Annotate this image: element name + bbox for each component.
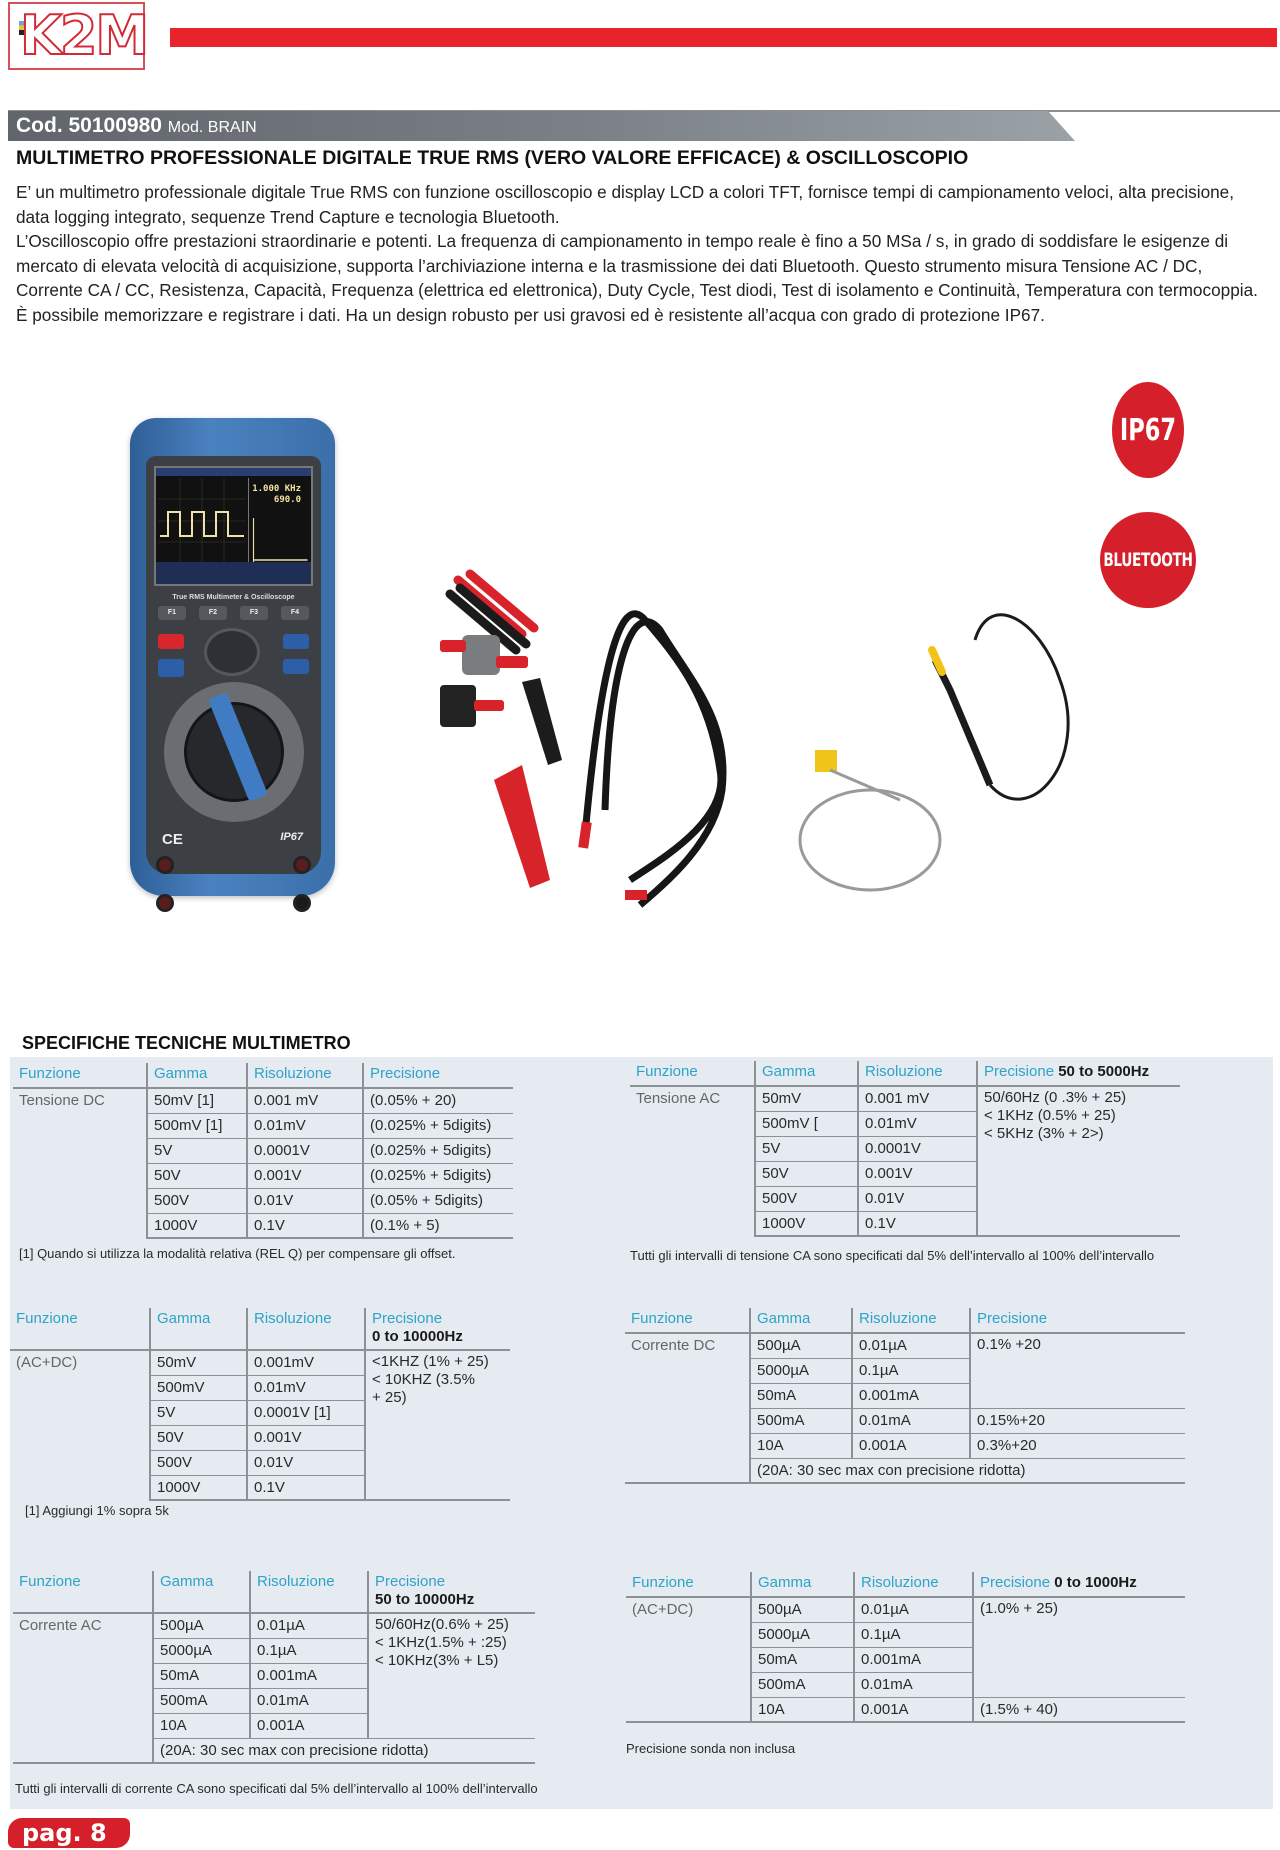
footnote-ac-current: Tutti gli intervalli di corrente CA sono specificati dal 5% dell’intervallo al 100% dell’intervallo	[15, 1781, 538, 1796]
description-paragraph-1: E’ un multimetro professionale digitale True RMS con funzione oscilloscopio e display LCD a colori TFT, fornisce tempi di campionamento veloci, alta precisione, data logging integrato, sequenze Trend Capture e tecnologia Bluetooth.	[16, 182, 1235, 227]
range-cell: 5V	[755, 1136, 858, 1161]
footnote-ac-voltage: Tutti gli intervalli di tensione CA sono specificati dal 5% dell’intervallo al 100% dell’intervallo	[630, 1248, 1155, 1263]
bluetooth-badge-label: BLUETOOTH	[1103, 549, 1193, 571]
spec-table-dc-voltage	[13, 1063, 513, 1239]
range-cell: 500µA	[751, 1597, 854, 1622]
col-risoluzione: Risoluzione	[858, 1061, 977, 1086]
range-cell: 500V	[147, 1188, 247, 1213]
product-title: MULTIMETRO PROFESSIONALE DIGITALE TRUE RMS (VERO VALORE EFFICACE) & OSCILLOSCOPIO	[16, 147, 969, 169]
resolution-cell: 0.01µA	[250, 1613, 368, 1638]
resolution-cell: 0.001mA	[250, 1663, 368, 1688]
readout-value: 690.0	[273, 495, 301, 505]
precision-cell: (1.5% + 40)	[973, 1697, 1185, 1722]
resolution-cell: 0.001mA	[852, 1383, 970, 1408]
table-row	[13, 1613, 535, 1638]
resolution-cell: 0.0001V [1]	[247, 1400, 365, 1425]
precision-label: Precisione	[980, 1574, 1051, 1591]
hold-key	[158, 634, 184, 649]
resolution-cell: 0.001A	[854, 1697, 973, 1722]
resolution-cell: 0.001 mV	[247, 1088, 363, 1113]
col-risoluzione: Risoluzione	[250, 1571, 368, 1613]
table-header-row	[630, 1061, 1180, 1086]
range-cell: 500mA	[751, 1672, 854, 1697]
range-cell: 10A	[153, 1713, 250, 1738]
range-cell: 50mA	[153, 1663, 250, 1688]
resolution-cell: 0.001mA	[854, 1647, 973, 1672]
max-min-key	[158, 659, 184, 677]
bluetooth-badge	[1100, 512, 1196, 608]
resolution-cell: 0.01mV	[247, 1113, 363, 1138]
table-header-row	[13, 1063, 513, 1088]
precision-cell: 0.15%+20	[970, 1408, 1185, 1433]
function-cell: Tensione AC	[636, 1090, 721, 1107]
readout-frequency: 1.000 KHz	[252, 484, 301, 494]
resolution-cell: 0.1V	[247, 1213, 363, 1238]
table-header-row	[10, 1308, 510, 1350]
page-number-tag: pag. 8	[8, 1818, 130, 1848]
header-red-bar	[170, 28, 1277, 47]
precision-frequency-range: 50 to 5000Hz	[1058, 1063, 1150, 1080]
logo-text: K2M	[20, 4, 148, 67]
range-cell: 500mA	[153, 1688, 250, 1713]
col-precisione: Precisione	[970, 1308, 1185, 1333]
function-cell: Corrente DC	[625, 1333, 750, 1483]
f3-key: F3	[240, 606, 268, 620]
resolution-cell: 0.01V	[858, 1186, 977, 1211]
range-cell: 50mA	[750, 1383, 852, 1408]
col-gamma: Gamma	[755, 1061, 858, 1086]
meter-face	[146, 456, 321, 874]
resolution-cell: 0.01V	[247, 1450, 365, 1475]
specs-heading: SPECIFICHE TECNICHE MULTIMETRO	[22, 1033, 351, 1053]
precision-line: < 1KHz (0.5% + 25)	[984, 1107, 1116, 1124]
product-description	[16, 180, 1261, 327]
range-cell: 500mV [1]	[147, 1113, 247, 1138]
thermocouple-icon	[815, 750, 837, 772]
square-wave-icon	[158, 478, 246, 564]
range-cell: 5000µA	[751, 1622, 854, 1647]
table-header-row	[626, 1572, 1185, 1597]
adapter-icon	[462, 635, 500, 675]
range-cell: 5000µA	[750, 1358, 852, 1383]
precision-cell: (0.025% + 5digits)	[363, 1113, 513, 1138]
spec-table-acdc-voltage	[10, 1308, 510, 1501]
product-code	[16, 113, 257, 141]
table-row	[625, 1333, 1185, 1358]
resolution-cell: 0.01µA	[852, 1333, 970, 1358]
col-funzione: Funzione	[630, 1061, 755, 1086]
code-label: Cod. 50100980	[16, 114, 162, 137]
jack-ma	[156, 894, 174, 912]
scope-probe-icon	[935, 660, 990, 785]
range-cell: 500µA	[750, 1333, 852, 1358]
precision-cell: (1.0% + 25)	[973, 1597, 1185, 1697]
range-cell: 500mA	[750, 1408, 852, 1433]
spec-table-acdc-current	[626, 1572, 1185, 1723]
red-clip-icon	[494, 765, 550, 888]
k2m-logo	[8, 2, 148, 70]
precision-line: <1KHZ (1% + 25)	[372, 1353, 489, 1370]
precision-label: Precisione	[984, 1063, 1055, 1080]
note-cell: (20A: 30 sec max con precisione ridotta)	[750, 1458, 1185, 1483]
range-cell: 5V	[150, 1400, 247, 1425]
col-gamma: Gamma	[150, 1308, 247, 1350]
table-row	[13, 1088, 513, 1113]
meter-screen	[154, 466, 313, 586]
col-precisione	[368, 1571, 535, 1613]
function-cell: Tensione DC	[19, 1092, 105, 1109]
table-row	[630, 1086, 1180, 1111]
note-cell: (20A: 30 sec max con precisione ridotta)	[153, 1738, 535, 1763]
spec-table-dc-current	[625, 1308, 1185, 1484]
col-risoluzione: Risoluzione	[852, 1308, 970, 1333]
footnote-dc-voltage: [1] Quando si utilizza la modalità relativa (REL Q) per compensare gli offset.	[19, 1246, 456, 1261]
resolution-cell: 0.1µA	[852, 1358, 970, 1383]
directional-pad	[204, 628, 260, 676]
precision-label: Precisione	[375, 1573, 446, 1590]
resolution-cell: 0.1V	[247, 1475, 365, 1500]
resolution-cell: 0.001 mV	[858, 1086, 977, 1111]
col-gamma: Gamma	[750, 1308, 852, 1333]
ce-mark: CE	[162, 831, 183, 848]
range-cell: 500mV	[150, 1375, 247, 1400]
precision-line: < 10KHZ (3.5%	[372, 1371, 475, 1388]
resolution-cell: 0.0001V	[858, 1136, 977, 1161]
screen-softkey-bar	[156, 562, 311, 584]
precision-line: 50/60Hz(0.6% + 25)	[375, 1616, 509, 1633]
resolution-cell: 0.001A	[852, 1433, 970, 1458]
precision-line: 50/60Hz (0 .3% + 25)	[984, 1089, 1127, 1106]
precision-cell: (0.05% + 5digits)	[363, 1188, 513, 1213]
black-clip-icon	[522, 678, 562, 765]
spec-table-ac-voltage	[630, 1061, 1180, 1237]
range-cell: 50V	[755, 1161, 858, 1186]
resolution-cell: 0.01mA	[854, 1672, 973, 1697]
col-precisione	[365, 1308, 510, 1350]
function-keys	[158, 606, 309, 620]
col-gamma: Gamma	[147, 1063, 247, 1088]
esc-key	[283, 659, 309, 674]
table-row	[10, 1350, 510, 1375]
resolution-cell: 0.01mA	[250, 1688, 368, 1713]
precision-cell: 0.1% +20	[970, 1333, 1185, 1408]
precision-cell	[977, 1086, 1180, 1236]
resolution-cell: 0.001mV	[247, 1350, 365, 1375]
precision-frequency-range: 0 to 10000Hz	[372, 1328, 463, 1345]
ip67-badge	[1112, 382, 1184, 478]
range-cell: 10A	[751, 1697, 854, 1722]
range-cell: 500mV [	[755, 1111, 858, 1136]
spectrum-bars-icon	[249, 478, 309, 564]
precision-line: < 5KHz (3% + 2>)	[984, 1125, 1104, 1142]
precision-cell: (0.1% + 5)	[363, 1213, 513, 1238]
range-cell: 10A	[750, 1433, 852, 1458]
precision-cell: 0.3%+20	[970, 1433, 1185, 1458]
spec-table-ac-current	[13, 1571, 535, 1764]
range-cell: 1000V	[147, 1213, 247, 1238]
resolution-cell: 0.1V	[858, 1211, 977, 1236]
function-cell: (AC+DC)	[626, 1597, 751, 1722]
footnote-acdc-current: Precisione sonda non inclusa	[626, 1741, 796, 1756]
range-cell: 50mV	[150, 1350, 247, 1375]
range-cell: 50V	[147, 1163, 247, 1188]
col-precisione	[973, 1572, 1185, 1597]
precision-line: < 10KHz(3% + L5)	[375, 1652, 499, 1669]
accessories-image	[430, 560, 1190, 910]
jack-v	[293, 856, 311, 874]
table-row	[626, 1597, 1185, 1622]
table-header-row	[625, 1308, 1185, 1333]
resolution-cell: 0.1µA	[854, 1622, 973, 1647]
f2-key: F2	[199, 606, 227, 620]
range-cell: 500µA	[153, 1613, 250, 1638]
model-label: Mod. BRAIN	[167, 119, 257, 136]
function-cell: Corrente AC	[13, 1613, 153, 1763]
col-funzione: Funzione	[13, 1571, 153, 1613]
col-funzione: Funzione	[626, 1572, 751, 1597]
range-cell: 5V	[147, 1138, 247, 1163]
jack-com	[293, 894, 311, 912]
resolution-cell: 0.01mV	[858, 1111, 977, 1136]
spectrum-view	[248, 478, 309, 564]
ip67-mark: IP67	[280, 831, 303, 843]
precision-cell: (0.05% + 20)	[363, 1088, 513, 1113]
multimeter-image	[130, 418, 335, 896]
function-cell: (AC+DC)	[16, 1354, 78, 1371]
range-cell: 1000V	[755, 1211, 858, 1236]
resolution-cell: 0.001V	[247, 1163, 363, 1188]
resolution-cell: 0.001A	[250, 1713, 368, 1738]
precision-line: < 1KHz(1.5% + :25)	[375, 1634, 507, 1651]
col-risoluzione: Risoluzione	[247, 1308, 365, 1350]
resolution-cell: 0.001V	[858, 1161, 977, 1186]
resolution-cell: 0.01V	[247, 1188, 363, 1213]
precision-frequency-range: 0 to 1000Hz	[1054, 1574, 1137, 1591]
col-precisione: Precisione	[363, 1063, 513, 1088]
resolution-cell: 0.01µA	[854, 1597, 973, 1622]
precision-cell	[368, 1613, 535, 1738]
precision-cell	[365, 1350, 510, 1500]
footnote-acdc-voltage: [1] Aggiungi 1% sopra 5k	[25, 1503, 169, 1518]
col-gamma: Gamma	[153, 1571, 250, 1613]
col-risoluzione: Risoluzione	[854, 1572, 973, 1597]
col-precisione	[977, 1061, 1180, 1086]
description-paragraph-2: L’Oscilloscopio offre prestazioni straordinarie e potenti. La frequenza di campionamento in tempo reale è fino a 50 MSa / s, in grado di soddisfare le esigenze di mercato di elevata velocità di acquisizione, supporta l’archiviazione interna e la trasmissione dei dati Bluetooth. Questo strumento misura Tensione AC / DC, Corrente CA / CC, Resistenza, Capacità, Frequenza (elettrica ed elettronica), Duty Cycle, Test diodi, Test di isolamento e Continuità, Temperatura con termocoppia. È possibile memorizzare e registrare i dati. Ha un design robusto per usi gravosi ed è resistente all’acqua con grado di protezione IP67.	[16, 231, 1258, 325]
range-cell: 50mA	[751, 1647, 854, 1672]
range-cell: 50V	[150, 1425, 247, 1450]
jack-10a	[156, 856, 174, 874]
range-key	[283, 634, 309, 649]
screen-status-bar	[156, 468, 311, 476]
col-funzione: Funzione	[13, 1063, 147, 1088]
precision-label: Precisione	[372, 1310, 443, 1327]
resolution-cell: 0.001V	[247, 1425, 365, 1450]
precision-cell: (0.025% + 5digits)	[363, 1163, 513, 1188]
f1-key: F1	[158, 606, 186, 620]
range-cell: 5000µA	[153, 1638, 250, 1663]
precision-frequency-range: 50 to 10000Hz	[375, 1591, 475, 1608]
f4-key: F4	[281, 606, 309, 620]
col-funzione: Funzione	[625, 1308, 750, 1333]
resolution-cell: 0.01mV	[247, 1375, 365, 1400]
table-header-row	[13, 1571, 535, 1613]
resolution-cell: 0.0001V	[247, 1138, 363, 1163]
range-cell: 50mV [1]	[147, 1088, 247, 1113]
precision-cell: (0.025% + 5digits)	[363, 1138, 513, 1163]
range-cell: 50mV	[755, 1086, 858, 1111]
resolution-cell: 0.01mA	[852, 1408, 970, 1433]
col-gamma: Gamma	[751, 1572, 854, 1597]
range-cell: 500V	[755, 1186, 858, 1211]
range-cell: 500V	[150, 1450, 247, 1475]
precision-line: + 25)	[372, 1389, 407, 1406]
col-funzione: Funzione	[10, 1308, 150, 1350]
meter-brand-line: True RMS Multimeter & Oscilloscope	[172, 594, 295, 601]
resolution-cell: 0.1µA	[250, 1638, 368, 1663]
col-risoluzione: Risoluzione	[247, 1063, 363, 1088]
range-cell: 1000V	[150, 1475, 247, 1500]
ip67-badge-label: IP67	[1119, 412, 1177, 448]
